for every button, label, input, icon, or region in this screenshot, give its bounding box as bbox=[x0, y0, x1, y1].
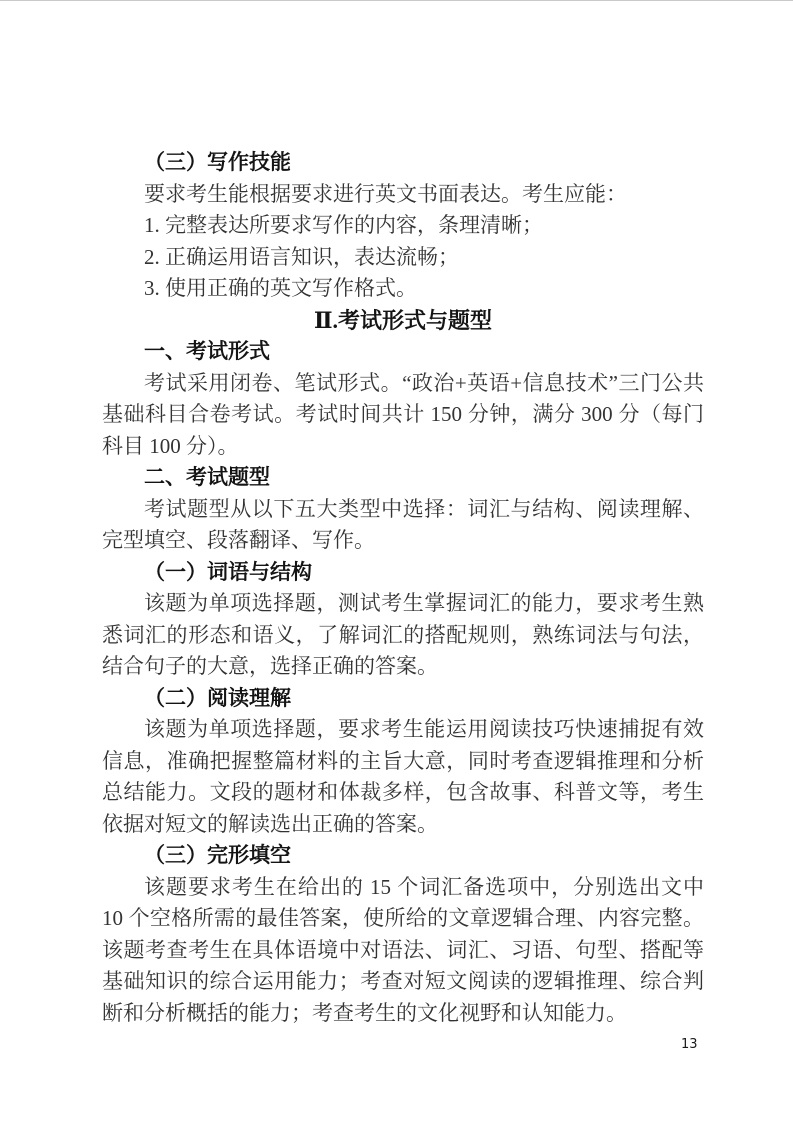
heading-writing-skills: （三）写作技能 bbox=[144, 150, 291, 174]
page-number: 13 bbox=[681, 1037, 698, 1052]
heading-vocabulary-structure: （一）词语与结构 bbox=[144, 559, 312, 584]
list-item-writing-1: 1. 完整表达所要求写作的内容，条理清晰； bbox=[144, 213, 543, 237]
para-writing-requirement: 要求考生能根据要求进行英文书面表达。考生应能： bbox=[144, 181, 627, 206]
para-exam-format: 考试采用闭卷、笔试形式。“政治+英语+信息技术”三门公共基础科目合卷考试。考试时间共计 150 分钟，满分 300 分（每门科目 100 分）。 bbox=[102, 370, 704, 458]
heading-cloze: （三）完形填空 bbox=[144, 843, 291, 867]
section-title-exam-format-and-types: Ⅱ.考试形式与题型 bbox=[313, 307, 493, 333]
list-item-writing-3: 3. 使用正确的英文写作格式。 bbox=[144, 276, 417, 300]
list-item-writing-2: 2. 正确运用语言知识，表达流畅； bbox=[144, 244, 459, 269]
para-cloze: 该题要求考生在给出的 15 个词汇备选项中，分别选出文中 10 个空格所需的最佳答案，使所给的文章逻辑合理、内容完整。该题考查考生在具体语境中对语法、词汇、习语、句型、搭配等基础知识的综合运用能力；考查对短文阅读的逻辑推理、综合判断和分析概括的能力；考查考生的文化视野和认知能力。 bbox=[102, 874, 704, 1025]
para-reading-comprehension: 该题为单项选择题，要求考生能运用阅读技巧快速捕捉有效信息，准确把握整篇材料的主旨大意，同时考查逻辑推理和分析总结能力。文段的题材和体裁多样，包含故事、科普文等，考生依据对短文的解读选出正确的答案。 bbox=[102, 717, 704, 836]
document-content bbox=[102, 147, 704, 1029]
para-vocabulary-structure: 该题为单项选择题，测试考生掌握词汇的能力，要求考生熟悉词汇的形态和语义，了解词汇的搭配规则，熟练词法与句法，结合句子的大意，选择正确的答案。 bbox=[102, 591, 704, 678]
heading-exam-question-types: 二、考试题型 bbox=[144, 465, 270, 489]
heading-exam-format: 一、考试形式 bbox=[144, 339, 270, 363]
para-exam-question-types: 考试题型从以下五大类型中选择：词汇与结构、阅读理解、完型填空、段落翻译、写作。 bbox=[102, 496, 704, 552]
heading-reading-comprehension: （二）阅读理解 bbox=[144, 685, 291, 710]
